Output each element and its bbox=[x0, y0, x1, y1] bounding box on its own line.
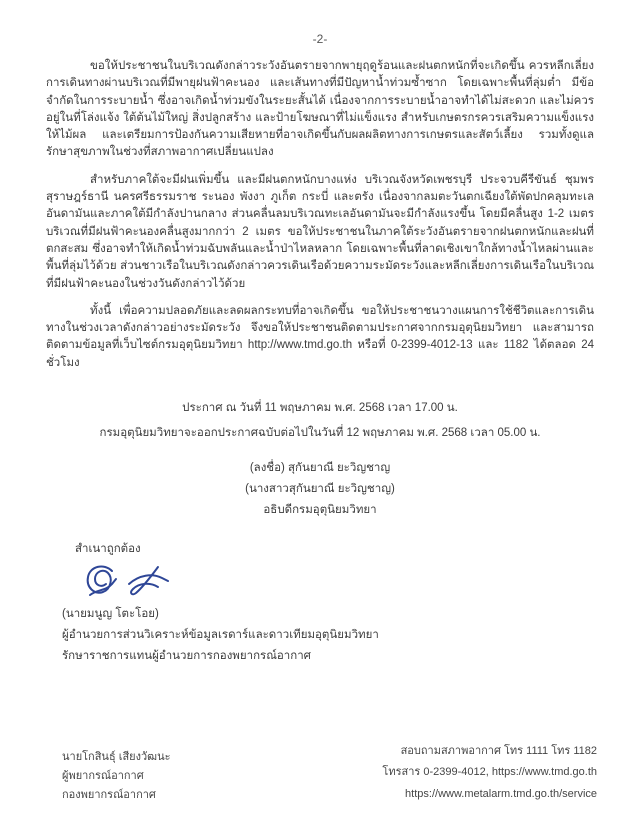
forecaster-name: นายโกสินธุ์ เสียงวัฒนะ bbox=[62, 751, 171, 763]
page-number: -2- bbox=[312, 32, 328, 46]
forecaster-division: กองพยากรณ์อากาศ bbox=[62, 789, 156, 801]
body-paragraph-3: ทั้งนี้ เพื่อความปลอดภัยและลดผลกระทบที่อาจเกิดขึ้น ขอให้ประชาชนวางแผนการใช้ชีวิตและการเดินทางในช่วงเวลาดังกล่าวอย่างระมัดระวัง จึงขอให้ประชาชนติดตามประกาศจากกรมอุตุนิยมวิทยา และสามารถติดตามข้อมูลที่เว็บไซต์กรมอุตุนิยมวิทยา http://www.tmd.go.th หรือที่ 0-2399-4012-13 และ 1182 ได้ตลอด 24 ชั่วโมง bbox=[46, 304, 594, 369]
contact-fax-website-line: โทรสาร 0-2399-4012, https://www.tmd.go.th bbox=[382, 766, 597, 778]
certifier-title-2: รักษาราชการแทนผู้อำนวยการกองพยากรณ์อากาศ bbox=[62, 650, 311, 663]
announcement-next-issue-line: กรมอุตุนิยมวิทยาจะออกประกาศฉบับต่อไปในวันที่ 12 พฤษภาคม พ.ศ. 2568 เวลา 05.00 น. bbox=[99, 427, 541, 440]
contact-phone-line: สอบถามสภาพอากาศ โทร 1111 โทร 1182 bbox=[400, 744, 597, 757]
announcement-date-block bbox=[46, 396, 594, 446]
signer-name: (นางสาวสุกันยาณี ยะวิญชาญ) bbox=[245, 483, 395, 496]
certifier-name: (นายมนูญ โตะโอย) bbox=[62, 608, 159, 621]
contact-alarm-url-line: https://www.metalarm.tmd.go.th/service bbox=[405, 787, 597, 800]
signed-line: (ลงชื่อ) สุกันยาณี ยะวิญชาญ bbox=[249, 462, 391, 475]
handwritten-signature-icon bbox=[82, 562, 192, 604]
signer-title: อธิบดีกรมอุตุนิยมวิทยา bbox=[263, 504, 377, 517]
certifier-lines bbox=[62, 604, 594, 667]
footer-forecaster-info bbox=[62, 748, 171, 805]
body-paragraph-1: ขอให้ประชาชนในบริเวณดังกล่าวระวังอันตรายจากพายุฤดูร้อนและฝนตกหนักที่จะเกิดขึ้น ควรหลีกเลี่ยงการเดินทางผ่านบริเวณที่มีพายุฝนฟ้าคะนอง และเส้นทางที่มีปัญหาน้ำท่วมซ้ำซาก โดยเฉพาะพื้นที่ลุ่มต่ำ มีข้อจำกัดในการระบายน้ำ ซึ่งอาจเกิดน้ำท่วมขังในระยะสั้นได้ เนื่องจากการระบายน้ำอาจทำได้ไม่สะดวก และไม่ควรอยู่ในที่โล่งแจ้ง ใต้ต้นไม้ใหญ่ สิ่งปลูกสร้าง และป้ายโฆษณาที่ไม่แข็งแรง สำหรับเกษตรกรควรเสริมความแข็งแรงให้ไม้ผล และเตรียมการป้องกันความเสียหายที่อาจเกิดขึ้นกับผลผลิตทางการเกษตรและสัตว์เลี้ยง รวมทั้งดูแลรักษาสุขภาพในช่วงที่สภาพอากาศเปลี่ยนแปลง bbox=[46, 60, 594, 159]
announcement-issued-line: ประกาศ ณ วันที่ 11 พฤษภาคม พ.ศ. 2568 เวลา 17.00 น. bbox=[182, 402, 458, 415]
certification-block bbox=[46, 539, 594, 667]
certified-copy-label: สำเนาถูกต้อง bbox=[75, 543, 141, 556]
body-paragraph-2: สำหรับภาคใต้จะมีฝนเพิ่มขึ้น และมีฝนตกหนักบางแห่ง บริเวณจังหวัดเพชรบุรี ประจวบคีรีขันธ์ ชุมพร สุราษฎร์ธานี นครศรีธรรมราช ระนอง พังงา ภูเก็ต กระบี่ และตรัง เนื่องจากลมตะวันตกเฉียงใต้พัดปกคลุมทะเลอันดามันและภาคใต้มีกำลังปานกลาง ส่วนคลื่นลมบริเวณทะเลอันดามันจะมีกำลังแรงขึ้น โดยมีคลื่นสูง 1-2 เมตร บริเวณที่มีฝนฟ้าคะนองคลื่นสูงมากกว่า 2 เมตร ขอให้ประชาชนในภาคใต้ระวังอันตรายจากฝนตกหนักและฝนที่ตกสะสม ซึ่งอาจทำให้เกิดน้ำท่วมฉับพลันและน้ำป่าไหลหลาก โดยเฉพาะพื้นที่ลาดเชิงเขาใกล้ทางน้ำไหลผ่านและพื้นที่ลุ่มไว้ด้วย ส่วนชาวเรือในบริเวณดังกล่าวควรเดินเรือด้วยความระมัดระวังและหลีกเลี่ยงการเดินเรือในบริเวณที่มีฝนฟ้าคะนองในช่วงวันดังกล่าวไว้ด้วย bbox=[46, 173, 594, 290]
page-footer bbox=[46, 741, 597, 806]
footer-contact-info bbox=[382, 741, 597, 806]
signature-block bbox=[46, 458, 594, 521]
certifier-title-1: ผู้อำนวยการส่วนวิเคราะห์ข้อมูลเรดาร์และดาวเทียมอุตุนิยมวิทยา bbox=[62, 629, 379, 642]
forecaster-title: ผู้พยากรณ์อากาศ bbox=[62, 770, 144, 782]
